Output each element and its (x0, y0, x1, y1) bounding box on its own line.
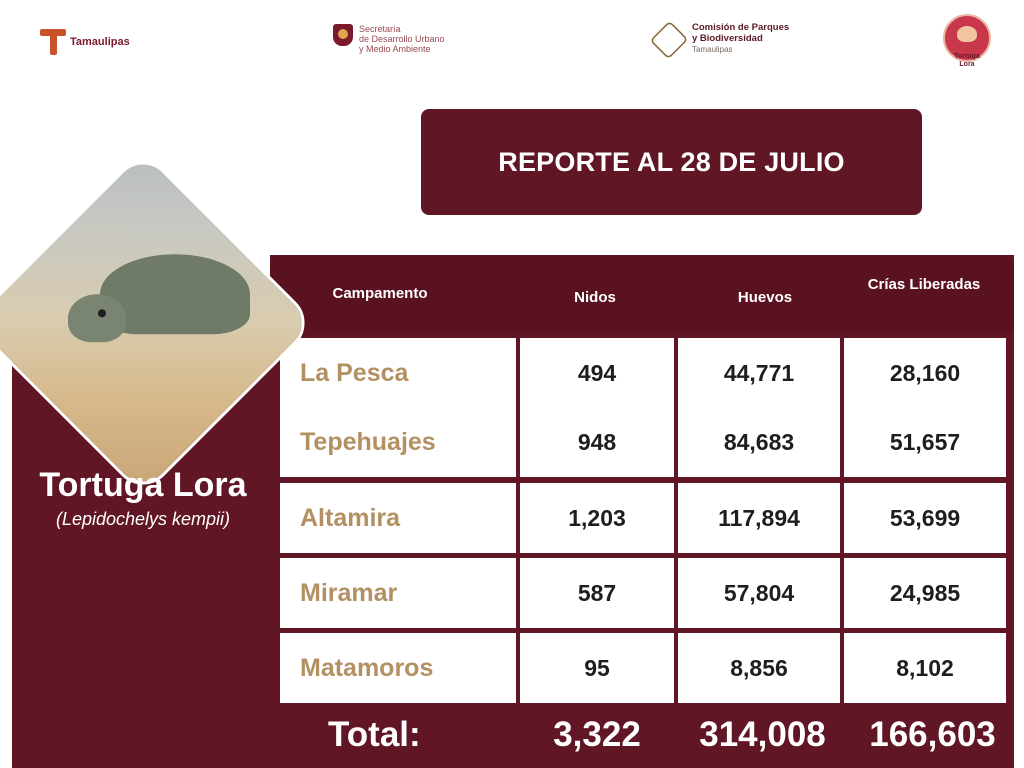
cell-value-huevos: 8,856 (730, 654, 788, 681)
cell-value-nidos: 494 (577, 359, 617, 386)
cell-value-crias: 53,699 (889, 504, 961, 531)
cell-value-nidos: 948 (577, 428, 617, 455)
tamaulipas-logo-text: Tamaulipas (70, 35, 130, 48)
turtle-icon (957, 26, 977, 42)
cell-value-crias: 8,102 (896, 654, 954, 681)
cpb-line-1: Comisión de Parques (692, 22, 790, 33)
turtle-head (68, 294, 126, 342)
cell-value-crias: 28,160 (889, 359, 961, 386)
sedumas-logo (333, 24, 473, 58)
campamento-name: La Pesca (300, 358, 409, 387)
cell-value-huevos: 57,804 (723, 579, 795, 606)
sedumas-line-2: de Desarrollo Urbano (359, 34, 445, 44)
header-nidos: Nidos (574, 289, 616, 306)
tortuga-lora-logo-caption (940, 53, 994, 69)
lora-caption-line-2: Lora (959, 61, 975, 68)
cell-value-crias: 51,657 (889, 428, 961, 455)
cell-value-huevos: 117,894 (718, 504, 800, 531)
cpb-line-2: y Biodiversidad (692, 33, 763, 44)
total-label: Total: (328, 715, 421, 754)
total-crias: 166,603 (869, 715, 996, 754)
lora-caption-line-1: Tortuga (954, 53, 980, 60)
sedumas-shield-icon (333, 24, 353, 46)
total-huevos: 314,008 (699, 715, 826, 754)
total-nidos: 3,322 (553, 715, 641, 754)
tamaulipas-t-icon (40, 27, 66, 57)
cell-value-nidos: 587 (577, 579, 617, 606)
campamento-name: Miramar (300, 578, 398, 607)
cell-value-crias: 24,985 (889, 579, 961, 606)
tamaulipas-logo (40, 25, 150, 59)
cell-value-huevos: 44,771 (723, 359, 795, 386)
sedumas-line-3: y Medio Ambiente (359, 44, 431, 54)
turtle-eye (98, 309, 106, 317)
cpb-logo (652, 22, 802, 62)
sedumas-line-1: Secretaría (359, 24, 401, 34)
report-title: REPORTE AL 28 DE JULIO (498, 146, 845, 177)
campamento-name: Altamira (300, 503, 401, 532)
cell-value-nidos: 1,203 (568, 504, 626, 531)
cpb-leaf-icon (650, 21, 689, 60)
cpb-line-3: Tamaulipas (692, 45, 733, 54)
cell-value-nidos: 95 (584, 654, 610, 681)
header-campamento: Campamento (332, 285, 428, 302)
header-crias: Crías Liberadas (867, 276, 981, 293)
species-common-name: Tortuga Lora (39, 466, 247, 504)
cell-value-huevos: 84,683 (723, 428, 795, 455)
campamento-name: Tepehuajes (300, 427, 436, 456)
species-scientific-name: (Lepidochelys kempii) (55, 509, 231, 529)
header-huevos: Huevos (737, 289, 793, 306)
campamento-name: Matamoros (300, 653, 434, 682)
